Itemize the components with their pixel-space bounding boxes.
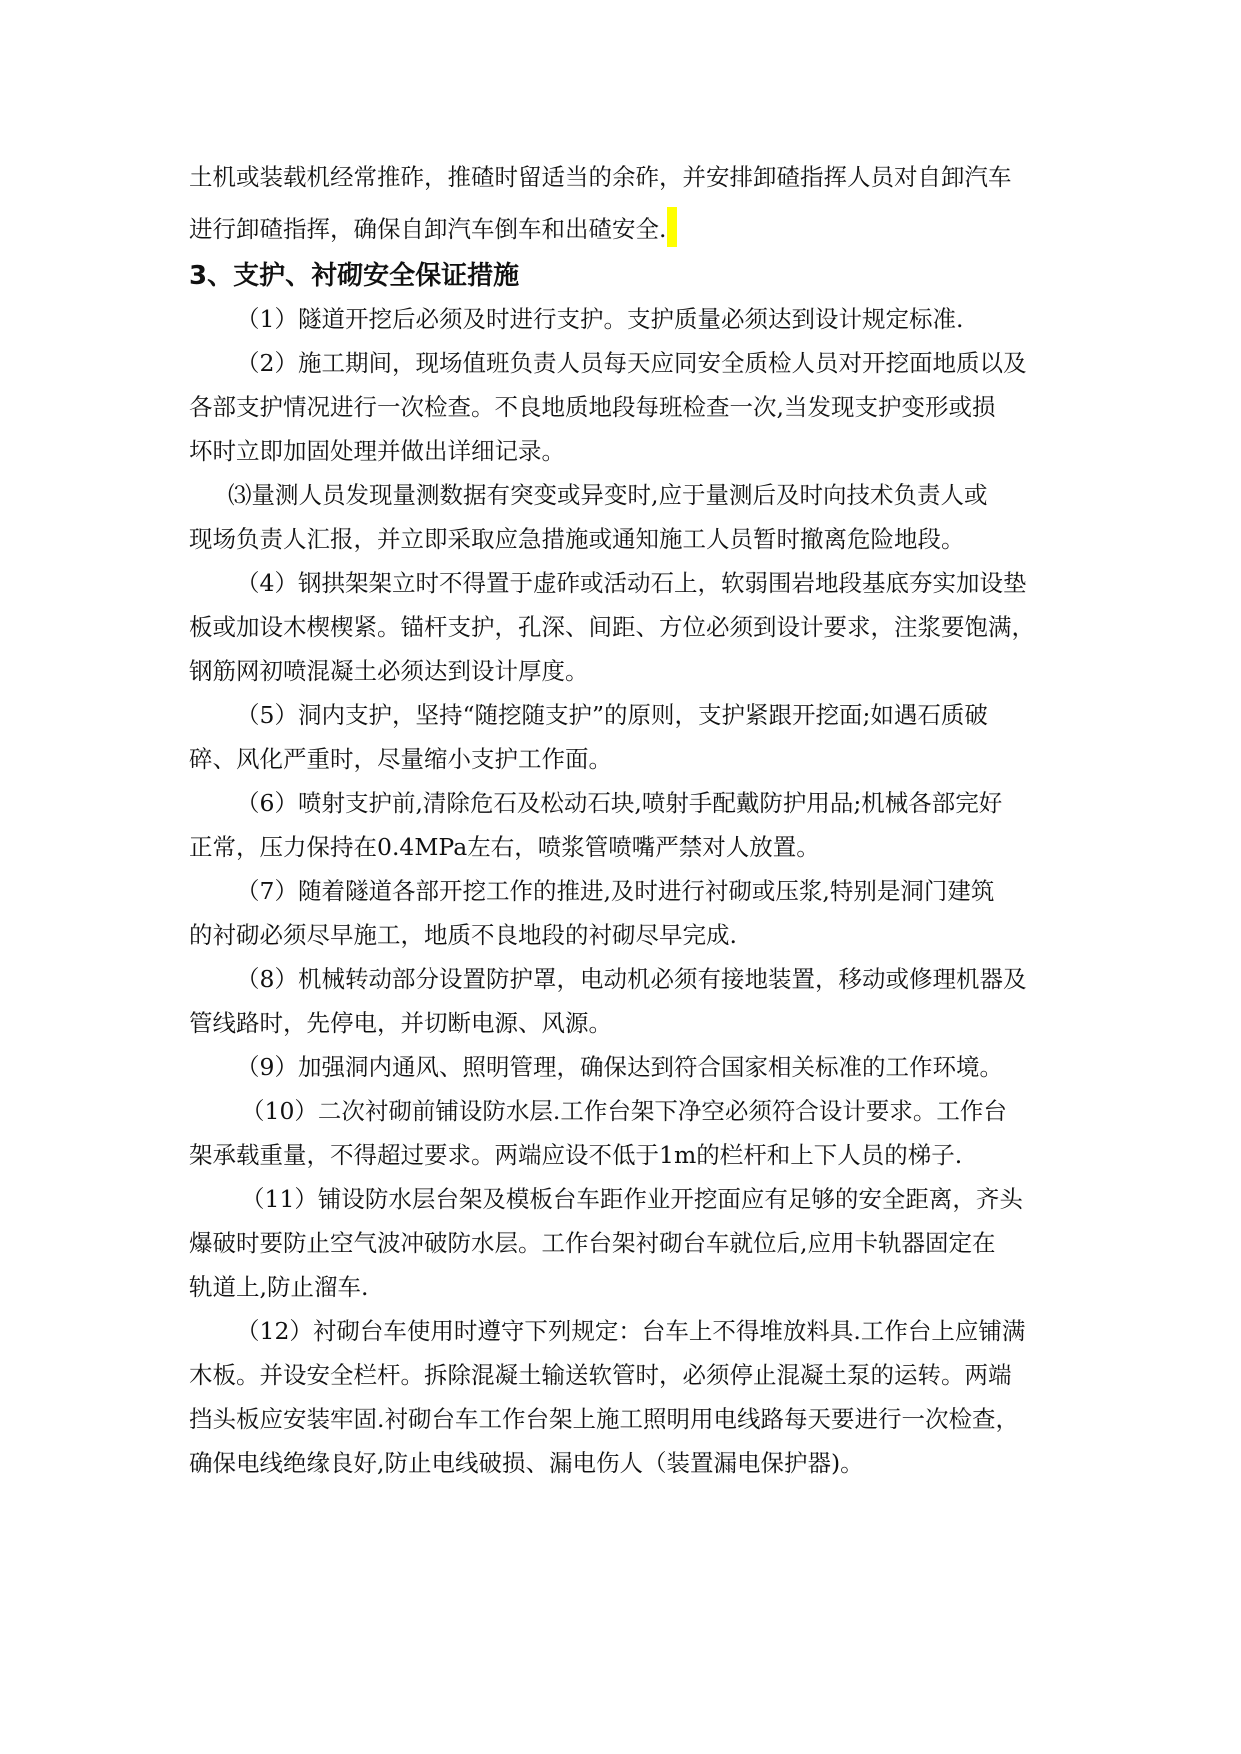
intro-line-2-text: 进行卸碴指挥，确保自卸汽车倒车和出碴安全. <box>189 215 667 243</box>
paragraph-2-line-1: （2）施工期间，现场值班负责人员每天应同安全质检人员对开挖面地质以及 <box>236 349 1027 377</box>
paragraph-7-line-2: 的衬砌必须尽早施工，地质不良地段的衬砌尽早完成. <box>189 921 737 949</box>
paragraph-4-line-2: 板或加设木楔楔紧。锚杆支护，孔深、间距、方位必须到设计要求，注浆要饱满， <box>189 613 1035 641</box>
paragraph-4-line-3: 钢筋网初喷混凝土必须达到设计厚度。 <box>189 657 589 685</box>
paragraph-5-line-2: 碎、风化严重时，尽量缩小支护工作面。 <box>189 745 612 773</box>
paragraph-4-line-1: （4）钢拱架架立时不得置于虚砟或活动石上，软弱围岩地段基底夯实加设垫 <box>236 569 1027 597</box>
text-highlight-mark <box>667 207 677 247</box>
paragraph-11-line-2: 爆破时要防止空气波冲破防水层。工作台架衬砌台车就位后,应用卡轨器固定在 <box>189 1229 996 1257</box>
paragraph-10-line-1: （10）二次衬砌前铺设防水层.工作台架下净空必须符合设计要求。工作台 <box>241 1097 1007 1125</box>
intro-line-1: 土机或装载机经常推砟，推碴时留适当的余砟，并安排卸碴指挥人员对自卸汽车 <box>189 163 1012 191</box>
paragraph-5-line-1: （5）洞内支护，坚持“随挖随支护”的原则，支护紧跟开挖面;如遇石质破 <box>236 701 988 729</box>
paragraph-10-line-2: 架承载重量，不得超过要求。两端应设不低于1m的栏杆和上下人员的梯子. <box>189 1141 963 1169</box>
paragraph-8-line-1: （8）机械转动部分设置防护罩，电动机必须有接地装置，移动或修理机器及 <box>236 965 1027 993</box>
paragraph-3-line-1: ⑶量测人员发现量测数据有突变或异变时,应于量测后及时向技术负责人或 <box>228 481 988 509</box>
paragraph-1-line-1: （1）隧道开挖后必须及时进行支护。支护质量必须达到设计规定标准. <box>236 305 964 333</box>
paragraph-12-line-4: 确保电线绝缘良好,防止电线破损、漏电伤人（装置漏电保护器)。 <box>189 1449 864 1477</box>
paragraph-9-line-1: （9）加强洞内通风、照明管理，确保达到符合国家相关标准的工作环境。 <box>236 1053 1003 1081</box>
paragraph-2-line-3: 坏时立即加固处理并做出详细记录。 <box>189 437 565 465</box>
paragraph-12-line-2: 木板。并设安全栏杆。拆除混凝土输送软管时，必须停止混凝土泵的运转。两端 <box>189 1361 1012 1389</box>
paragraph-8-line-2: 管线路时，先停电，并切断电源、风源。 <box>189 1009 612 1037</box>
paragraph-6-line-1: （6）喷射支护前,清除危石及松动石块,喷射手配戴防护用品;机械各部完好 <box>236 789 1003 817</box>
paragraph-11-line-3: 轨道上,防止溜车. <box>189 1273 369 1301</box>
section-heading: 3、支护、衬砌安全保证措施 <box>189 261 520 291</box>
paragraph-2-line-2: 各部支护情况进行一次检查。不良地质地段每班检查一次,当发现支护变形或损 <box>189 393 996 421</box>
paragraph-11-line-1: （11）铺设防水层台架及模板台车距作业开挖面应有足够的安全距离，齐头 <box>241 1185 1023 1213</box>
paragraph-12-line-3: 挡头板应安装牢固.衬砌台车工作台架上施工照明用电线路每天要进行一次检查， <box>189 1405 1019 1433</box>
intro-line-2 <box>189 207 677 247</box>
paragraph-6-line-2: 正常，压力保持在0.4MPa左右，喷浆管喷嘴严禁对人放置。 <box>189 833 820 861</box>
paragraph-12-line-1: （12）衬砌台车使用时遵守下列规定：台车上不得堆放料具.工作台上应铺满 <box>236 1317 1026 1345</box>
paragraph-3-line-2: 现场负责人汇报，并立即采取应急措施或通知施工人员暂时撤离危险地段。 <box>189 525 965 553</box>
paragraph-7-line-1: （7）随着隧道各部开挖工作的推进,及时进行衬砌或压浆,特别是洞门建筑 <box>236 877 995 905</box>
